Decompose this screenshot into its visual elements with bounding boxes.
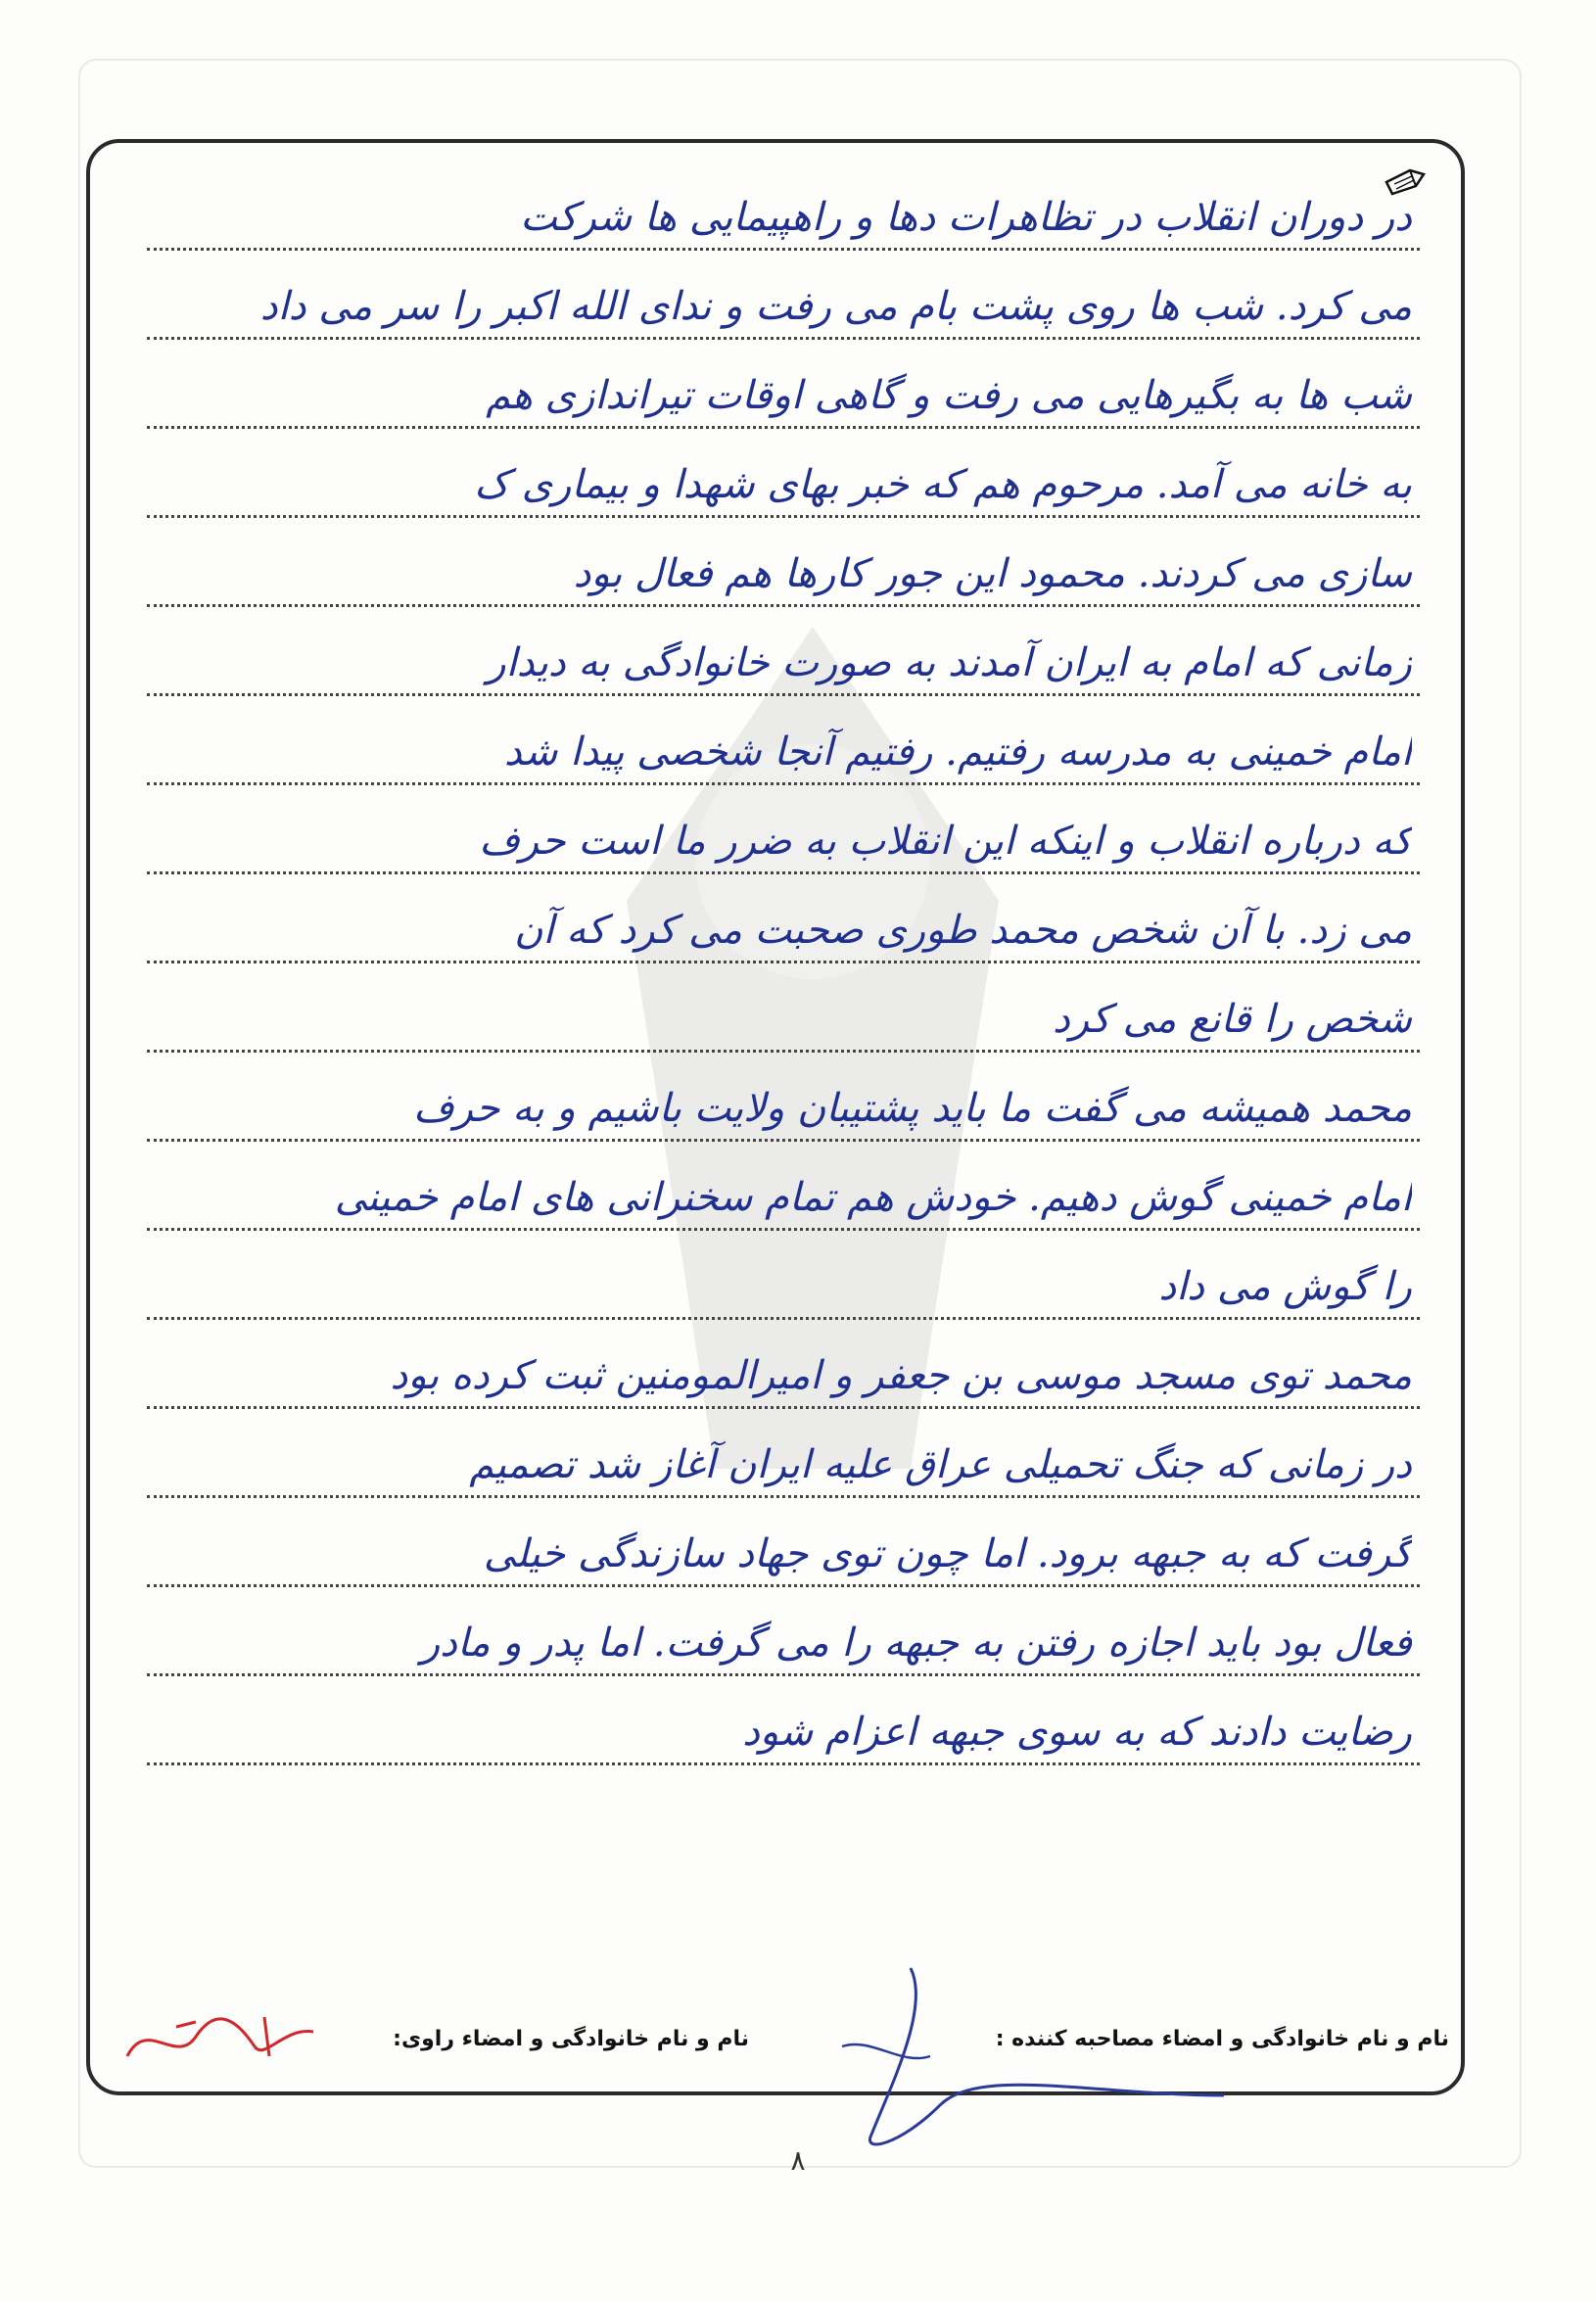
handwritten-text: رضایت دادند که به سوی جبهه اعزام شود xyxy=(742,1710,1412,1755)
interviewer-signature-label: نام و نام خانوادگی و امضاء مصاحبه کننده : xyxy=(995,2027,1449,2051)
handwritten-text: گرفت که به جبهه برود. اما چون توی جهاد سازندگی خیلی xyxy=(483,1531,1412,1576)
dotted-rule xyxy=(147,1762,1420,1765)
dotted-rule xyxy=(147,782,1420,785)
dotted-rule xyxy=(147,961,1420,963)
handwritten-text: شب ها به بگیرهایی می رفت و گاهی اوقات تیراندازی هم xyxy=(486,373,1412,418)
handwritten-line xyxy=(147,612,1420,704)
handwritten-text: می کرد. شب ها روی پشت بام می رفت و ندای الله اکبر را سر می داد xyxy=(259,284,1412,329)
handwritten-line xyxy=(147,1236,1420,1328)
handwritten-line xyxy=(147,1592,1420,1684)
handwritten-text: زمانی که امام به ایران آمدند به صورت خانوادگی به دیدار xyxy=(487,640,1412,685)
dotted-rule xyxy=(147,1584,1420,1587)
dotted-rule xyxy=(147,604,1420,607)
handwritten-text: به خانه می آمد. مرحوم هم که خبر بهای شهدا و بیماری ک xyxy=(474,462,1412,507)
handwritten-line xyxy=(147,1147,1420,1239)
handwritten-line xyxy=(147,1057,1420,1150)
interviewer-signature xyxy=(803,1949,1253,2164)
handwritten-line xyxy=(147,166,1420,258)
handwritten-line xyxy=(147,1503,1420,1595)
handwritten-text: شخص را قانع می کرد xyxy=(1052,997,1412,1042)
handwritten-text: سازی می کردند. محمود این جور کارها هم فعال بود xyxy=(573,551,1412,596)
handwritten-text: امام خمینی به مدرسه رفتیم. رفتیم آنجا شخصی پیدا شد xyxy=(503,729,1412,775)
dotted-rule xyxy=(147,1673,1420,1676)
dotted-rule xyxy=(147,1406,1420,1409)
handwritten-line xyxy=(147,1325,1420,1417)
handwritten-line xyxy=(147,523,1420,615)
handwritten-text: محمد همیشه می گفت ما باید پشتیبان ولایت باشیم و به حرف xyxy=(413,1086,1412,1131)
dotted-rule xyxy=(147,1050,1420,1053)
handwritten-text: را گوش می داد xyxy=(1158,1264,1412,1309)
dotted-rule xyxy=(147,1495,1420,1498)
handwritten-line xyxy=(147,1681,1420,1773)
dotted-rule xyxy=(147,871,1420,874)
handwritten-line xyxy=(147,345,1420,437)
handwritten-line xyxy=(147,790,1420,882)
handwritten-text: که درباره انقلاب و اینکه این انقلاب به ضرر ما است حرف xyxy=(479,819,1412,864)
page-number: ۸ xyxy=(790,2144,806,2177)
handwritten-text: می زد. با آن شخص محمد طوری صحبت می کرد که آن xyxy=(514,908,1412,953)
dotted-rule xyxy=(147,1317,1420,1320)
handwritten-line xyxy=(147,968,1420,1060)
dotted-rule xyxy=(147,248,1420,251)
narrator-signature-label: نام و نام خانوادگی و امضاء راوی: xyxy=(393,2027,749,2051)
dotted-rule xyxy=(147,337,1420,340)
dotted-rule xyxy=(147,426,1420,429)
narrator-signature xyxy=(117,1997,323,2076)
handwritten-text: در زمانی که جنگ تحمیلی عراق علیه ایران آغاز شد تصمیم xyxy=(469,1442,1412,1487)
handwritten-line xyxy=(147,1414,1420,1506)
handwritten-text: در دوران انقلاب در تظاهرات دها و راهپیمایی ها شرکت xyxy=(520,195,1412,240)
handwritten-line xyxy=(147,256,1420,348)
handwritten-line xyxy=(147,701,1420,793)
dotted-rule xyxy=(147,515,1420,518)
handwritten-text: امام خمینی گوش دهیم. خودش هم تمام سخنرانی های امام خمینی xyxy=(334,1175,1412,1220)
handwritten-text: محمد توی مسجد موسی بن جعفر و امیرالمومنین ثبت کرده بود xyxy=(390,1353,1412,1398)
dotted-rule xyxy=(147,1139,1420,1142)
handwritten-text: فعال بود باید اجازه رفتن به جبهه را می گرفت. اما پدر و مادر xyxy=(420,1620,1412,1666)
dotted-rule xyxy=(147,1228,1420,1231)
dotted-rule xyxy=(147,693,1420,696)
handwritten-line xyxy=(147,879,1420,971)
handwritten-line xyxy=(147,434,1420,526)
